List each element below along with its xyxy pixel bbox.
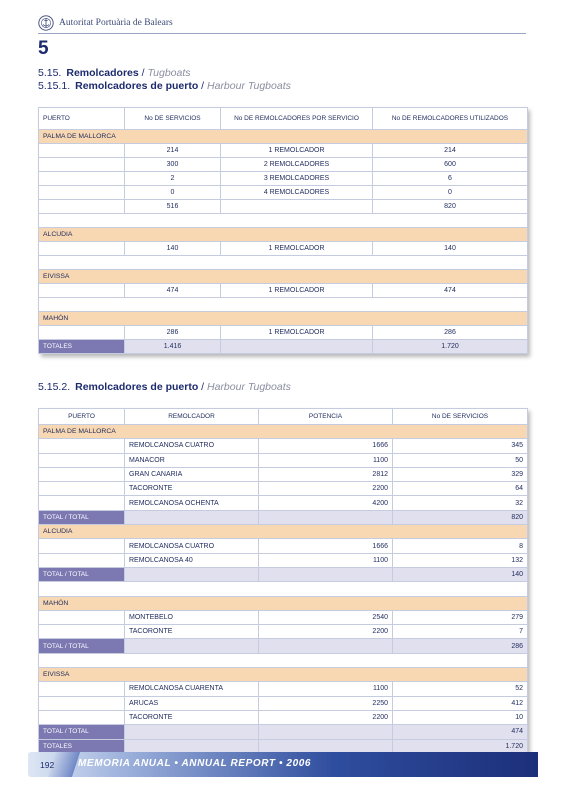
services-cell: 214	[125, 144, 221, 158]
section-number: 5.15.1.	[38, 80, 71, 92]
subtotal-label: TOTAL / TOTAL	[39, 725, 125, 739]
table-row	[39, 682, 528, 696]
tugboat-name-cell: GRAN CANARIA	[125, 467, 259, 481]
tugs-used-cell: 474	[373, 284, 528, 298]
services-cell: 64	[393, 482, 528, 496]
tugboat-name-cell: MANACOR	[125, 453, 259, 467]
empty-cell	[125, 639, 259, 653]
tugboat-name-cell: REMOLCANOSA 40	[125, 553, 259, 567]
table-row	[39, 172, 528, 186]
port-row	[39, 130, 528, 144]
column-header: No DE SERVICIOS	[125, 108, 221, 130]
spacer-cell	[39, 653, 528, 667]
tugs-used-cell: 6	[373, 172, 528, 186]
table-row	[39, 158, 528, 172]
empty-cell	[39, 682, 125, 696]
tugs-used-cell: 286	[373, 326, 528, 340]
subtotal-value: 474	[393, 725, 528, 739]
port-name: PALMA DE MALLORCA	[39, 425, 528, 439]
empty-cell	[39, 539, 125, 553]
subtotal-row	[39, 725, 528, 739]
section-number: 5.15.2.	[38, 381, 71, 393]
spacer-cell	[39, 256, 528, 270]
subtotal-value: 286	[393, 639, 528, 653]
tugs-per-service-cell: 1 REMOLCADOR	[221, 284, 373, 298]
empty-cell	[39, 158, 125, 172]
section-heading-5-15-1	[38, 80, 291, 92]
empty-cell	[39, 696, 125, 710]
grand-total: 1.720	[393, 739, 528, 753]
column-header: PUERTO	[39, 108, 125, 130]
subtotal-label: TOTAL / TOTAL	[39, 639, 125, 653]
header-divider	[38, 33, 526, 34]
tugs-per-service-cell: 4 REMOLCADORES	[221, 186, 373, 200]
subtotal-row	[39, 639, 528, 653]
totals-label: TOTALES	[39, 739, 125, 753]
power-cell: 2200	[259, 625, 393, 639]
port-row	[39, 312, 528, 326]
services-cell: 516	[125, 200, 221, 214]
services-cell: 2	[125, 172, 221, 186]
column-header: No DE SERVICIOS	[393, 409, 528, 425]
services-cell: 7	[393, 625, 528, 639]
services-cell: 279	[393, 610, 528, 624]
subtotal-row	[39, 567, 528, 581]
table-row	[39, 326, 528, 340]
empty-cell	[39, 284, 125, 298]
services-cell: 8	[393, 539, 528, 553]
tugs-per-service-cell	[221, 200, 373, 214]
table-row	[39, 710, 528, 724]
power-cell: 2200	[259, 710, 393, 724]
table-row	[39, 610, 528, 624]
title-separator: /	[201, 80, 205, 92]
tugs-used-cell: 214	[373, 144, 528, 158]
services-cell: 52	[393, 682, 528, 696]
tugs-used-cell: 820	[373, 200, 528, 214]
empty-cell	[39, 144, 125, 158]
empty-cell	[259, 510, 393, 524]
column-header: No DE REMOLCADORES POR SERVICIO	[221, 108, 373, 130]
empty-cell	[39, 625, 125, 639]
table-row	[39, 298, 528, 312]
tugs-per-service-cell: 1 REMOLCADOR	[221, 144, 373, 158]
port-name: EIVISSA	[39, 270, 528, 284]
port-name: ALCUDIA	[39, 228, 528, 242]
port-name: ALCUDIA	[39, 525, 528, 539]
section-title: Remolcadores de puerto	[75, 381, 199, 393]
power-cell: 1666	[259, 539, 393, 553]
organization-name: Autoritat Portuària de Balears	[59, 18, 173, 28]
port-row	[39, 596, 528, 610]
empty-cell	[259, 567, 393, 581]
empty-cell	[39, 496, 125, 510]
table-row	[39, 256, 528, 270]
total-services: 1.416	[125, 340, 221, 354]
column-header: No DE REMOLCADORES UTILIZADOS	[373, 108, 528, 130]
services-cell: 286	[125, 326, 221, 340]
table-row	[39, 214, 528, 228]
table-row	[39, 482, 528, 496]
services-cell: 412	[393, 696, 528, 710]
tugs-used-cell: 0	[373, 186, 528, 200]
empty-cell	[125, 510, 259, 524]
empty-cell	[125, 567, 259, 581]
empty-cell	[39, 482, 125, 496]
power-cell: 1100	[259, 453, 393, 467]
table-row	[39, 284, 528, 298]
empty-cell	[39, 242, 125, 256]
services-cell: 10	[393, 710, 528, 724]
services-cell: 474	[125, 284, 221, 298]
table-row	[39, 582, 528, 596]
port-row	[39, 425, 528, 439]
section-title-english: Tugboats	[147, 67, 191, 79]
power-cell: 2250	[259, 696, 393, 710]
spacer-cell	[39, 214, 528, 228]
empty-cell	[39, 186, 125, 200]
tugs-per-service-cell: 3 REMOLCADORES	[221, 172, 373, 186]
services-cell: 50	[393, 453, 528, 467]
table-row	[39, 242, 528, 256]
table-row	[39, 439, 528, 453]
subtotal-row	[39, 510, 528, 524]
tugboat-name-cell: ARUCAS	[125, 696, 259, 710]
empty-cell	[259, 725, 393, 739]
table-header-row	[39, 409, 528, 425]
tugboat-name-cell: TACORONTE	[125, 625, 259, 639]
empty-cell	[39, 710, 125, 724]
port-name: EIVISSA	[39, 668, 528, 682]
subtotal-value: 140	[393, 567, 528, 581]
empty-cell	[39, 326, 125, 340]
empty-cell	[39, 200, 125, 214]
tugboat-power-table	[38, 408, 527, 754]
table-row	[39, 653, 528, 667]
tugs-per-service-cell: 1 REMOLCADOR	[221, 242, 373, 256]
page-header	[38, 15, 173, 31]
port-row	[39, 228, 528, 242]
table-row	[39, 200, 528, 214]
footer-report-title: MEMORIA ANUAL • ANNUAL REPORT • 2006	[78, 758, 312, 769]
section-heading-5-15-2	[38, 381, 291, 393]
empty-cell	[221, 340, 373, 354]
tugboat-name-cell: TACORONTE	[125, 482, 259, 496]
tugboat-name-cell: TACORONTE	[125, 710, 259, 724]
subtotal-value: 820	[393, 510, 528, 524]
column-header: PUERTO	[39, 409, 125, 425]
power-cell: 2200	[259, 482, 393, 496]
power-cell: 1666	[259, 439, 393, 453]
empty-cell	[39, 610, 125, 624]
table-row	[39, 496, 528, 510]
port-row	[39, 668, 528, 682]
tugboat-name-cell: REMOLCANOSA CUARENTA	[125, 682, 259, 696]
tugs-per-service-cell: 1 REMOLCADOR	[221, 326, 373, 340]
services-cell: 132	[393, 553, 528, 567]
tugboat-name-cell: REMOLCANOSA CUATRO	[125, 539, 259, 553]
port-name: MAHÓN	[39, 596, 528, 610]
tugboat-services-table	[38, 107, 527, 354]
tugboat-name-cell: REMOLCANOSA OCHENTA	[125, 496, 259, 510]
section-title-english: Harbour Tugboats	[207, 381, 291, 393]
page-number: 192	[40, 760, 55, 770]
port-authority-logo-icon	[38, 15, 54, 31]
port-row	[39, 270, 528, 284]
tugs-used-cell: 600	[373, 158, 528, 172]
table-row	[39, 467, 528, 481]
spacer-cell	[39, 582, 528, 596]
tugboat-name-cell: MONTEBELO	[125, 610, 259, 624]
table-row	[39, 453, 528, 467]
power-cell: 2540	[259, 610, 393, 624]
title-separator: /	[201, 381, 205, 393]
power-cell: 2812	[259, 467, 393, 481]
empty-cell	[39, 439, 125, 453]
port-row	[39, 525, 528, 539]
spacer-cell	[39, 298, 528, 312]
table-row	[39, 186, 528, 200]
total-tugs-used: 1.720	[373, 340, 528, 354]
section-title: Remolcadores	[66, 67, 139, 79]
table-row	[39, 144, 528, 158]
section-number: 5.15.	[38, 67, 62, 79]
table-row	[39, 539, 528, 553]
tugs-per-service-cell: 2 REMOLCADORES	[221, 158, 373, 172]
power-cell: 1100	[259, 553, 393, 567]
column-header: POTENCIA	[259, 409, 393, 425]
subtotal-label: TOTAL / TOTAL	[39, 510, 125, 524]
power-cell: 1100	[259, 682, 393, 696]
empty-cell	[39, 467, 125, 481]
table-header-row	[39, 108, 528, 130]
table-row	[39, 625, 528, 639]
empty-cell	[39, 553, 125, 567]
services-cell: 300	[125, 158, 221, 172]
port-name: MAHÓN	[39, 312, 528, 326]
subtotal-label: TOTAL / TOTAL	[39, 567, 125, 581]
services-cell: 32	[393, 496, 528, 510]
column-header: REMOLCADOR	[125, 409, 259, 425]
totals-label: TOTALES	[39, 340, 125, 354]
table-row	[39, 696, 528, 710]
section-title-english: Harbour Tugboats	[207, 80, 291, 92]
empty-cell	[125, 725, 259, 739]
empty-cell	[39, 172, 125, 186]
totals-row	[39, 340, 528, 354]
tugboat-name-cell: REMOLCANOSA CUATRO	[125, 439, 259, 453]
services-cell: 140	[125, 242, 221, 256]
services-cell: 329	[393, 467, 528, 481]
tugs-used-cell: 140	[373, 242, 528, 256]
table-row	[39, 553, 528, 567]
section-title: Remolcadores de puerto	[75, 80, 199, 92]
chapter-number: 5	[38, 38, 49, 59]
services-cell: 345	[393, 439, 528, 453]
power-cell: 4200	[259, 496, 393, 510]
empty-cell	[259, 639, 393, 653]
title-separator: /	[141, 67, 145, 79]
services-cell: 0	[125, 186, 221, 200]
port-name: PALMA DE MALLORCA	[39, 130, 528, 144]
empty-cell	[39, 453, 125, 467]
section-heading-5-15	[38, 67, 191, 79]
